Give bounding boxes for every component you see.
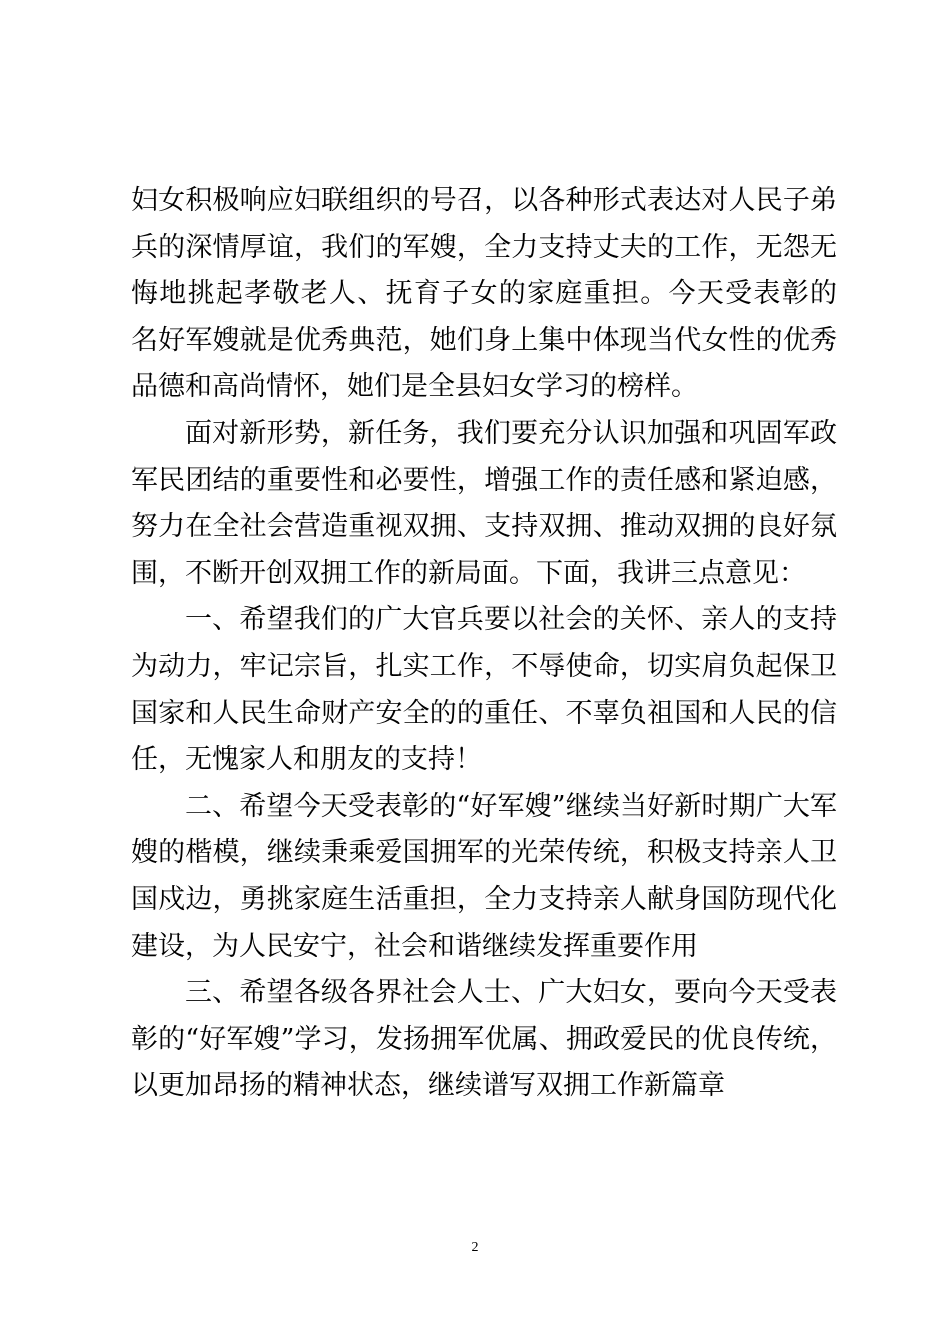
document-body (131, 178, 872, 1110)
paragraph-point-three: 三、希望各级各界社会人士、广大妇女，要向今天受表彰的“好军嫂”学习，发扬拥军优属、拥政爱民的优良传统，以更加昂扬的精神状态，继续谱写双拥工作新篇章 (131, 977, 837, 1102)
page-number: 2 (471, 1240, 479, 1255)
paragraph-point-two: 二、希望今天受表彰的“好军嫂”继续当好新时期广大军嫂的楷模，继续秉乘爱国拥军的光荣传统，积极支持亲人卫国戍边，勇挑家庭生活重担，全力支持亲人献身国防现代化建设，为人民安宁，社会和谐继续发挥重要作用 (131, 790, 837, 962)
paragraph-new-situation: 面对新形势，新任务，我们要充分认识加强和巩固军政军民团结的重要性和必要性，增强工作的责任感和紧迫感，努力在全社会营造重视双拥、支持双拥、推动双拥的良好氛围，不断开创双拥工作的新局面。下面，我讲三点意见： (131, 417, 837, 589)
paragraph-point-one: 一、希望我们的广大官兵要以社会的关怀、亲人的支持为动力，牢记宗旨，扎实工作，不辱使命，切实肩负起保卫国家和人民生命财产安全的的重任、不辜负祖国和人民的信任，无愧家人和朋友的支持！ (131, 604, 837, 776)
paragraph-continuation: 妇女积极响应妇联组织的号召，以各种形式表达对人民子弟兵的深情厚谊，我们的军嫂，全力支持丈夫的工作，无怨无悔地挑起孝敬老人、抚育子女的家庭重担。今天受表彰的 名好军嫂就是优秀典范，她们身上集中体现当代女性的优秀品德和高尚情怀，她们是全县妇女学习的榜样。 (131, 185, 872, 403)
